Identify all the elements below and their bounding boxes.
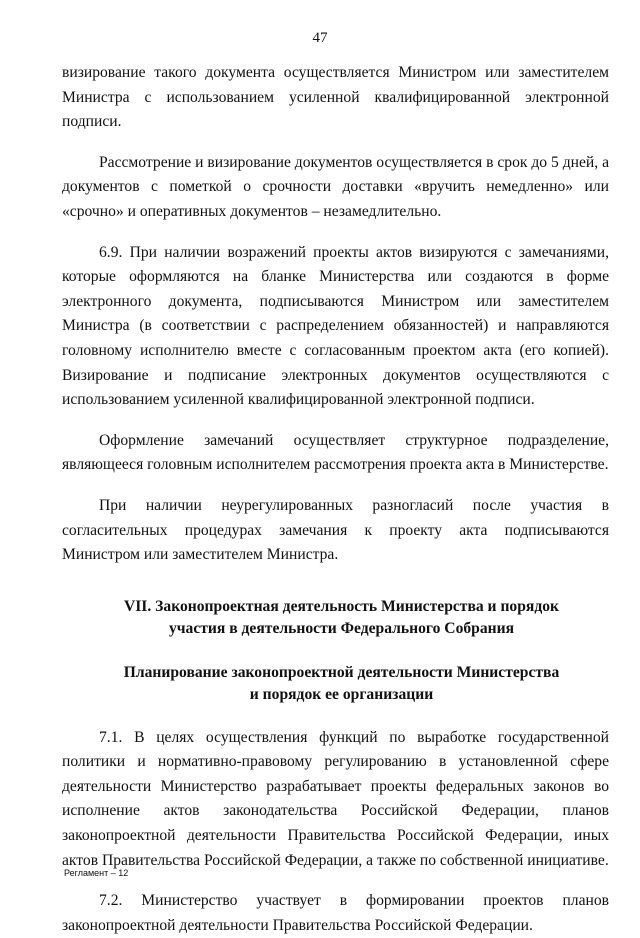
footer-label: Регламент – 12: [64, 868, 129, 878]
document-body: [62, 61, 609, 938]
paragraph: Рассмотрение и визирование документов осуществляется в срок до 5 дней, а документов с пометкой о срочности доставки «вручить немедленно» или «срочно» и оперативных документов – незамедлительно.: [62, 153, 609, 220]
paragraph: При наличии неурегулированных разногласий после участия в согласительных процедурах замечания к проекту акта подписываются Министром или заместителем Министра.: [62, 496, 609, 564]
section-heading-line-2: участия в деятельности Федерального Собрания: [168, 619, 515, 637]
section-heading-line-1: VII. Законопроектная деятельность Министерства и порядок: [123, 597, 560, 615]
subsection-heading-line-2: и порядок ее организации: [249, 685, 434, 703]
paragraph: 7.2. Министерство участвует в формировании проектов планов законопроектной деятельности Правительства Российской Федерации.: [62, 892, 609, 934]
paragraph: визирование такого документа осуществляется Министром или заместителем Министра с использованием усиленной квалифицированной электронной подписи.: [62, 64, 609, 131]
paragraph: Оформление замечаний осуществляет структурное подразделение, являющееся головным исполнителем рассмотрения проекта акта в Министерстве.: [62, 431, 609, 474]
page-number: 47: [312, 30, 328, 46]
subsection-heading-line-1: Планирование законопроектной деятельности Министерства: [123, 663, 560, 681]
paragraph: 7.1. В целях осуществления функций по выработке государственной политики и нормативно-правовому регулированию в установленной сфере деятельности Министерство разрабатывает проекты федеральных законов во исполнение актов законодательства Российской Федерации, планов законопроектной деятельности Правительства Российской Федерации, иных актов Правительства Российской Федерации, а также по собственной инициативе.: [62, 728, 609, 869]
paragraph: 6.9. При наличии возражений проекты актов визируются с замечаниями, которые оформляются на бланке Министерства или создаются в форме электронного документа, подписываются Министром или заместителем Министра (в соответствии с распределением обязанностей) и направляются головному исполнителю вместе с согласованным проектом акта (его копией). Визирование и подписание электронных документов осуществляются с использованием усиленной квалифицированной электронной подписи.: [62, 243, 609, 409]
